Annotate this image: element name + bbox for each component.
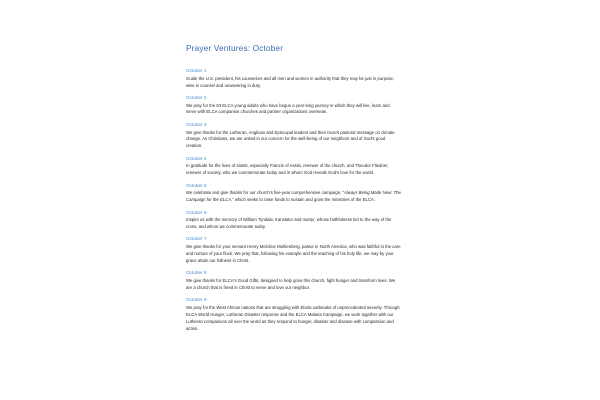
entry-heading-october-6: October 6 <box>186 209 207 215</box>
entry-heading-october-8: October 8 <box>186 270 207 276</box>
entry-heading-october-4: October 4 <box>186 155 207 161</box>
entry-heading-october-2: October 2 <box>186 94 207 100</box>
entry-text-october-2: We pray for the 63 ELCA young adults who have begun a year-long journey in which they will live, learn and serve with ELCA companion churches and partner organizations overseas. <box>186 102 390 115</box>
prayer-entry <box>186 183 401 204</box>
entry-heading-october-1: October 1 <box>186 67 207 73</box>
prayer-entry <box>186 210 401 231</box>
prayer-entry <box>186 68 401 89</box>
entry-text-lead: We celebrate and give thanks for our church's five-year comprehensive campaign, “ <box>186 190 344 196</box>
entry-text-tail: ” which seeks to raise funds to sustain and grow the ministries of the ELCA. <box>232 197 376 203</box>
prayer-entry <box>186 236 401 264</box>
entry-heading-october-7: October 7 <box>186 236 207 242</box>
entry-heading-october-9: October 9 <box>186 297 207 303</box>
campaign-title: Always Being Made New: The Campaign for the ELCA, <box>186 190 401 203</box>
entry-text-october-7: We give thanks for your servant Henry Melchior Muhlenberg, pastor in North America, who was faithful in the care and nurture of your flock. We pray that, following his example and the teaching of his holy life, we may by your grace attain our fullness in Christ. <box>186 244 401 263</box>
entry-text-october-9: We pray for the West African nations that are struggling with Ebola outbreaks of unprecedented severity. Through ELCA World Hunger, Lutheran Disaster response and the ELCA Malaria Campaign, we work together with our Lutheran companions all over the world as they respond to hunger, disaster and disease with compassion and action. <box>186 304 400 331</box>
entry-text-october-1: Guide the U.S. president, his counselors and all men and women in authority that they may be just in purpose, wise in counsel and unwavering in duty. <box>186 75 395 88</box>
entry-text-october-8: We give thanks for ELCA's Good Gifts, designed to help grow this church, fight hunger and transform lives. We are a church that is freed in Christ to serve and love our neighbor. <box>186 277 396 290</box>
prayer-entry <box>186 122 401 150</box>
prayer-entry <box>186 297 401 332</box>
entry-text-october-4: In gratitude for the lives of saints, especially Francis of Assisi, renewer of the church, and Theodor Fliedner, renewer of society, who we commemorate today and in whom God reveals God's love for the world. <box>186 163 389 176</box>
entry-heading-october-3: October 3 <box>186 121 207 127</box>
entry-heading-october-5: October 5 <box>186 182 207 188</box>
entry-text-october-3: We give thanks for the Lutheran, Anglican and Episcopal leaders and their recent pastoral message on climate change. As Christians, we are united in our concern for the well-being of our neighbors and of God's good creation. <box>186 129 395 149</box>
page-title: Prayer Ventures: October <box>186 43 284 53</box>
document-body <box>186 44 401 338</box>
prayer-entry <box>186 95 401 116</box>
prayer-entry <box>186 156 401 177</box>
entry-text-october-5 <box>186 190 401 204</box>
prayer-entry <box>186 270 401 291</box>
entry-text-october-6: Inspire us with the memory of William Tyndale, translator and martyr, whose faithfulness led to the way of the cross, and whom we commemorate today. <box>186 217 392 230</box>
